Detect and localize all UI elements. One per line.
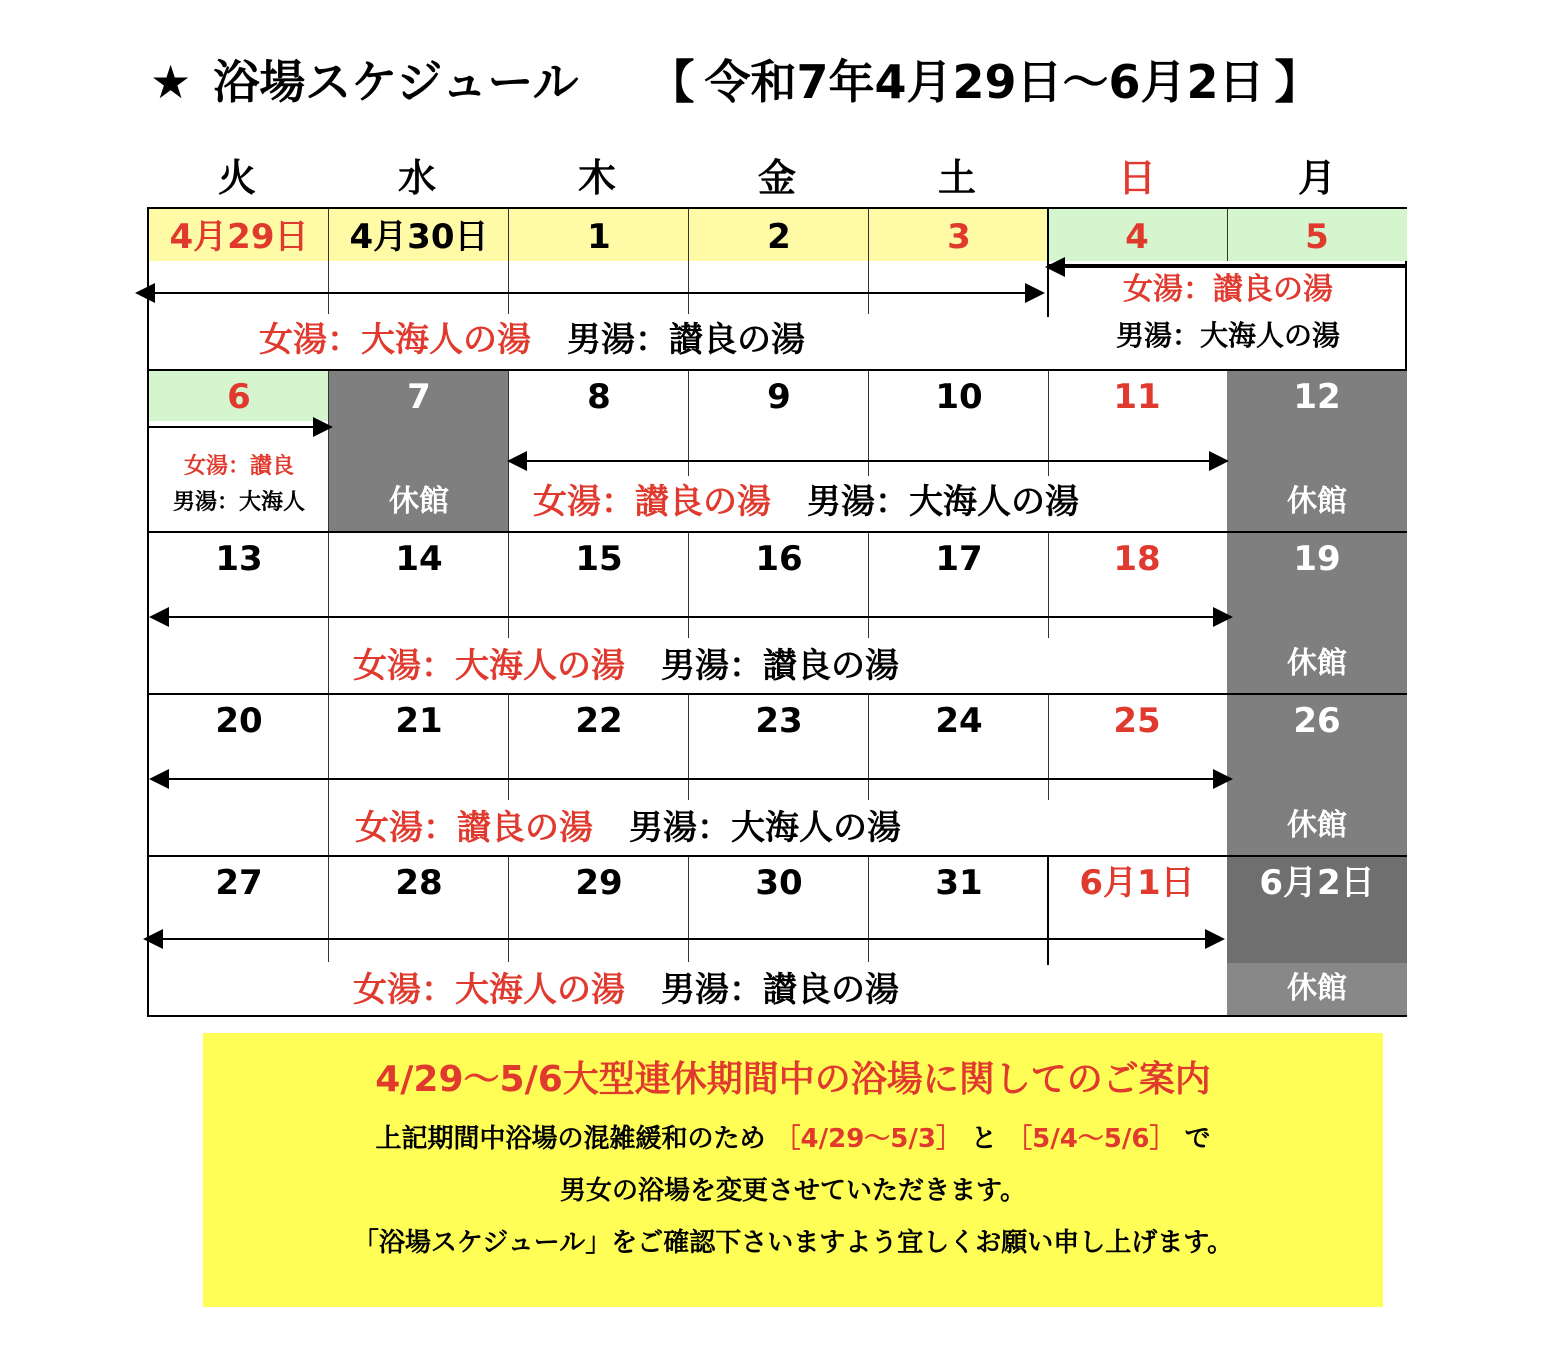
day-cell-apr29: 4月29日 xyxy=(169,217,309,257)
notice-text: と xyxy=(971,1124,998,1154)
weekday-fri: 金 xyxy=(757,156,796,200)
star-icon: ★ xyxy=(150,55,192,109)
day-cell-may5: 5 xyxy=(1305,217,1329,257)
day-cell-may26: 26 xyxy=(1293,701,1341,741)
notice-text: で xyxy=(1184,1124,1211,1154)
bath-assignment xyxy=(353,965,899,1015)
day-cell-may3: 3 xyxy=(947,217,971,257)
day-cell-may24: 24 xyxy=(935,701,983,741)
notice-line-2: 男女の浴場を変更させていただきます。 xyxy=(560,1176,1026,1206)
weekday-tue: 火 xyxy=(217,156,256,200)
page-title xyxy=(150,42,1450,122)
day-cell-may4: 4 xyxy=(1125,217,1149,257)
day-cell-may10: 10 xyxy=(935,377,983,417)
day-cell-may18: 18 xyxy=(1113,539,1161,579)
women-bath-label: 女湯：大海人の湯 xyxy=(259,320,531,360)
day-cell-apr30: 4月30日 xyxy=(349,217,489,257)
day-cell-may17: 17 xyxy=(935,539,983,579)
period-arrow xyxy=(149,605,1233,629)
men-bath-label: 男湯：讃良の湯 xyxy=(661,646,899,686)
title-period: 令和7年4月29日～6月2日 xyxy=(704,55,1265,109)
day-cell-may23: 23 xyxy=(755,701,803,741)
notice-period-2: ［5/4～5/6］ xyxy=(1006,1124,1176,1154)
day-cell-may21: 21 xyxy=(395,701,443,741)
day-cell-may25: 25 xyxy=(1113,701,1161,741)
day-cell-may11: 11 xyxy=(1113,377,1161,417)
men-bath-label: 男湯：讃良の湯 xyxy=(567,320,805,360)
period-arrow xyxy=(135,281,1045,305)
day-cell-may16: 16 xyxy=(755,539,803,579)
closed-label: 休館 xyxy=(1287,646,1347,681)
day-cell-may28: 28 xyxy=(395,863,443,903)
notice-text: 上記期間中浴場の混雑緩和のため xyxy=(375,1124,766,1154)
notice-period-1: ［4/29～5/3］ xyxy=(774,1124,962,1154)
notice-box xyxy=(203,1033,1383,1307)
notice-title: 4/29～5/6大型連休期間中の浴場に関してのご案内 xyxy=(375,1059,1211,1100)
day-cell-may7: 7 xyxy=(407,377,431,417)
women-bath-label-side: 女湯：讃良の湯 xyxy=(1123,272,1333,307)
period-arrow xyxy=(149,767,1233,791)
day-cell-may13: 13 xyxy=(215,539,263,579)
day-cell-may8: 8 xyxy=(587,377,611,417)
bath-assignment xyxy=(259,315,805,365)
women-bath-label: 女湯：讃良の湯 xyxy=(355,808,593,848)
day-cell-may2: 2 xyxy=(767,217,791,257)
day-cell-jun1: 6月1日 xyxy=(1079,863,1195,903)
period-arrow xyxy=(143,927,1225,951)
day-cell-may9: 9 xyxy=(767,377,791,417)
calendar-grid xyxy=(147,207,1407,1017)
women-bath-label: 女湯：大海人の湯 xyxy=(353,646,625,686)
period-arrow xyxy=(149,415,333,439)
period-arrow xyxy=(507,449,1229,473)
day-cell-may19: 19 xyxy=(1293,539,1341,579)
day-cell-may30: 30 xyxy=(755,863,803,903)
closed-label: 休館 xyxy=(1287,971,1347,1006)
day-cell-may29: 29 xyxy=(575,863,623,903)
closed-label: 休館 xyxy=(389,484,449,519)
weekday-wed: 水 xyxy=(397,156,436,200)
title-main: 浴場スケジュール xyxy=(213,55,579,109)
day-cell-may12: 12 xyxy=(1293,377,1341,417)
bath-assignment xyxy=(355,803,901,853)
title-bracket-open: 【 xyxy=(648,55,695,109)
day-cell-may14: 14 xyxy=(395,539,443,579)
weekday-sun: 日 xyxy=(1117,156,1156,200)
bath-assignment xyxy=(533,477,1079,527)
day-cell-may1: 1 xyxy=(587,217,611,257)
bath-assignment xyxy=(353,641,899,691)
weekday-mon: 月 xyxy=(1297,156,1336,200)
men-bath-label: 男湯：讃良の湯 xyxy=(661,970,899,1010)
men-bath-label: 男湯：大海人の湯 xyxy=(807,482,1079,522)
day-cell-may20: 20 xyxy=(215,701,263,741)
women-bath-label-short: 女湯：讃良 xyxy=(183,454,294,479)
day-cell-jun2: 6月2日 xyxy=(1259,863,1375,903)
closed-label: 休館 xyxy=(1287,484,1347,519)
day-cell-may6: 6 xyxy=(227,377,251,417)
title-bracket-close: 】 xyxy=(1274,55,1321,109)
notice-line-1 xyxy=(203,1119,1383,1159)
day-cell-may15: 15 xyxy=(575,539,623,579)
men-bath-label: 男湯：大海人の湯 xyxy=(629,808,901,848)
women-bath-label: 女湯：讃良の湯 xyxy=(533,482,771,522)
notice-line-3: 「浴場スケジュール」をご確認下さいますよう宜しくお願い申し上げます。 xyxy=(352,1228,1234,1258)
day-cell-may22: 22 xyxy=(575,701,623,741)
closed-label: 休館 xyxy=(1287,808,1347,843)
women-bath-label: 女湯：大海人の湯 xyxy=(353,970,625,1010)
day-cell-may31: 31 xyxy=(935,863,983,903)
weekday-sat: 土 xyxy=(937,156,976,200)
weekday-thu: 木 xyxy=(577,156,616,200)
men-bath-label-side: 男湯：大海人の湯 xyxy=(1115,319,1340,352)
men-bath-label-short: 男湯：大海人 xyxy=(172,490,305,515)
day-cell-may27: 27 xyxy=(215,863,263,903)
